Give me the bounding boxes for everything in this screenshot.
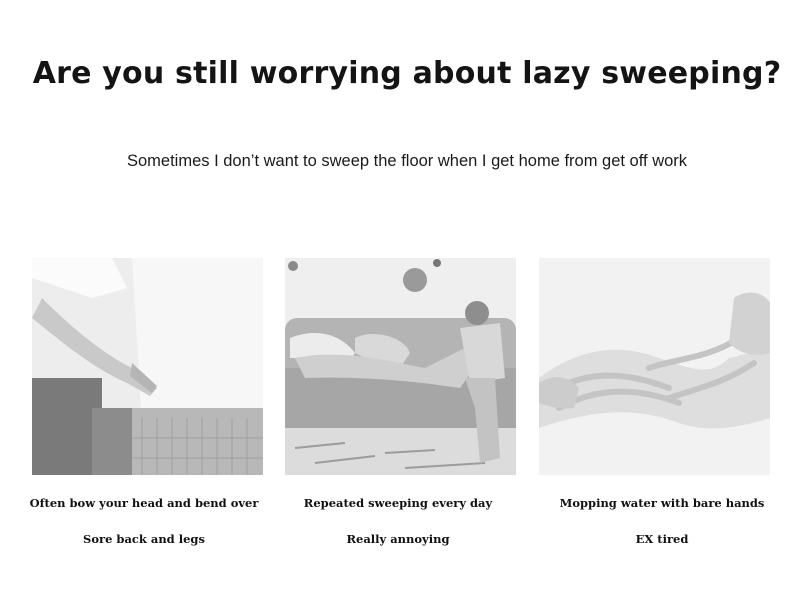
panel-caption: Mopping water with bare hands (559, 496, 765, 510)
tired-on-sofa-photo (285, 258, 516, 475)
wringing-mop-photo (539, 258, 770, 475)
panel-caption: Repeated sweeping every day (303, 496, 493, 510)
panel-subcaption: Sore back and legs (83, 532, 205, 546)
panel-caption: Often bow your head and bend over (29, 496, 259, 510)
subline: Sometimes I don’t want to sweep the floor when I get home from get off work (126, 152, 688, 170)
panel-subcaption: EX tired (635, 532, 689, 546)
headline: Are you still worrying about lazy sweeping? (32, 56, 782, 91)
back-pain-photo (32, 258, 263, 475)
panel-subcaption: Really annoying (346, 532, 450, 546)
